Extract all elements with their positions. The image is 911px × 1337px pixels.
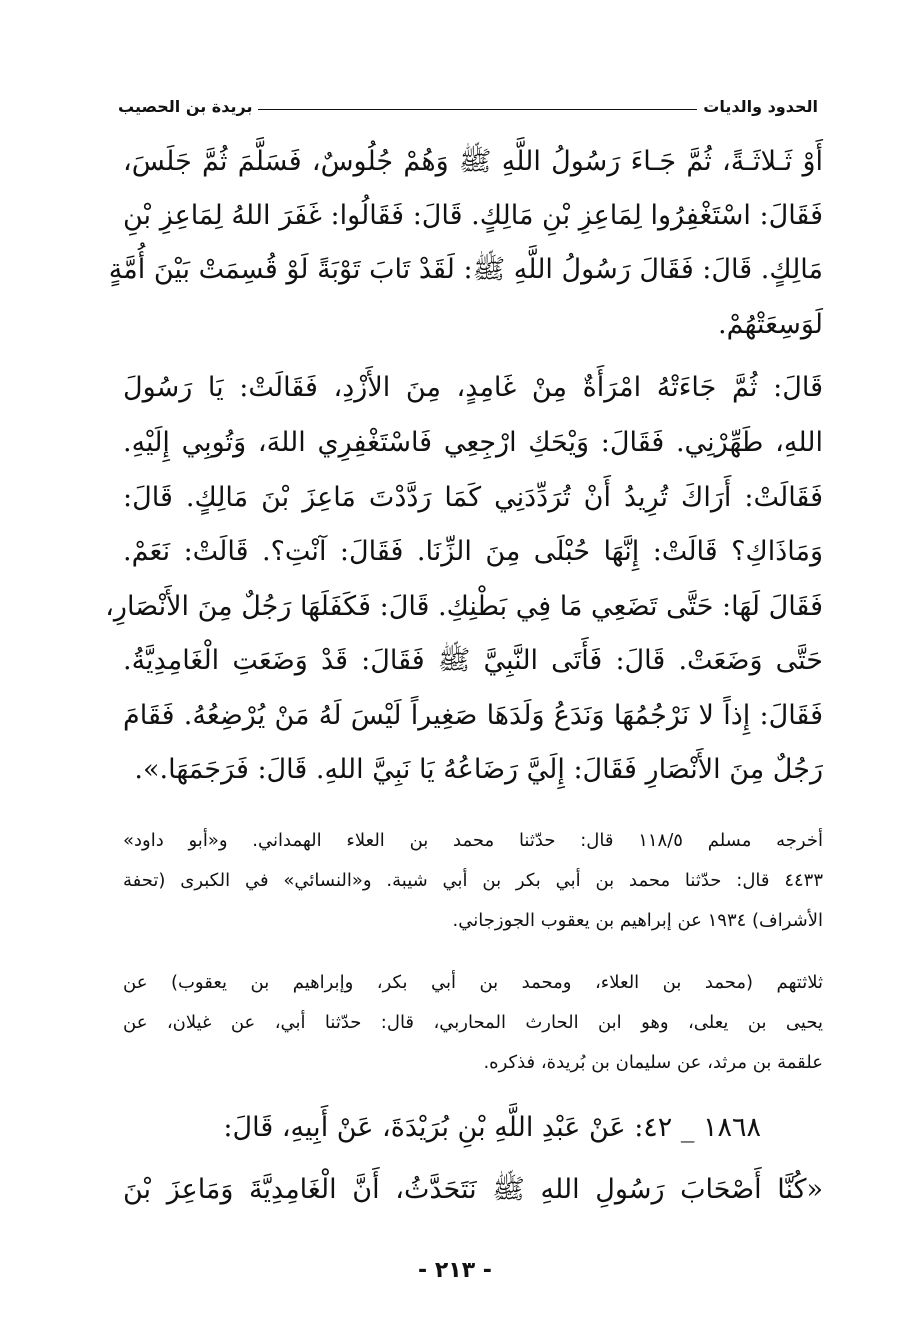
takhrij-line: أخرجه مسلم ١١٨/٥ قال: حدّثنا محمد بن العلاء الهمداني. و«أبو داود»	[123, 830, 823, 851]
hadith-line: اللهِ، طَهِّرْنِي. فَقَالَ: وَيْحَكِ ارْجِعِي فَاسْتَغْفِرِي اللهَ، وَتُوبِي إِلَيْهِ.	[123, 427, 823, 458]
hadith-line: فَقَالَ: اسْتَغْفِرُوا لِمَاعِزِ بْنِ مَالِكٍ. قَالَ: فَقَالُوا: غَفَرَ اللهُ لِمَاعِزِ بْنِ	[123, 200, 823, 231]
hadith-line: وَمَاذَاكِ؟ قَالَتْ: إِنَّهَا حُبْلَى مِنَ الزِّنَا. فَقَالَ: آنْتِ؟. قَالَتْ: نَعَمْ.	[123, 536, 823, 567]
hadith-line: فَقَالَتْ: أَرَاكَ تُرِيدُ أَنْ تُرَدِّدَنِي كَمَا رَدَّدْتَ مَاعِزَ بْنَ مَالِكٍ. قَالَ:	[123, 482, 823, 513]
hadith-line: لَوَسِعَتْهُمْ.	[718, 309, 823, 340]
page-number: - ٢١٣ -	[418, 1258, 492, 1283]
hadith-heading: ١٨٦٨ _ ٤٢: عَنْ عَبْدِ اللَّهِ بْنِ بُرَيْدَةَ، عَنْ أَبِيهِ، قَالَ:	[223, 1112, 761, 1143]
header-rule	[258, 109, 697, 110]
takhrij-line: ٤٤٣٣ قال: حدّثنا محمد بن أبي بكر بن أبي شيبة. و«النسائي» في الكبرى (تحفة	[123, 870, 823, 891]
header-chapter-title: الحدود والديات	[703, 97, 818, 116]
takhrij-line: ثلاثتهم (محمد بن العلاء، ومحمد بن أبي بكر، وإبراهيم بن يعقوب) عن	[123, 972, 823, 993]
hadith-line: أَوْ ثَـلاثَـةً، ثُمَّ جَـاءَ رَسُولُ اللَّهِ ﷺ وَهُمْ جُلُوسٌ، فَسَلَّمَ ثُمَّ جَلَسَ،	[123, 146, 823, 177]
header-narrator-title: بريدة بن الحصيب	[118, 97, 253, 116]
takhrij-line: علقمة بن مرثد، عن سليمان بن بُريدة، فذكره.	[483, 1052, 823, 1073]
hadith-line: حَتَّى وَضَعَتْ. قَالَ: فَأَتَى النَّبِيَّ ﷺ فَقَالَ: قَدْ وَضَعَتِ الْغَامِدِيَّةُ.	[123, 645, 823, 676]
takhrij-line: الأشراف) ١٩٣٤ عن إبراهيم بن يعقوب الجوزجاني.	[452, 910, 823, 931]
hadith-line: فَقَالَ: إِذاً لا نَرْجُمُهَا وَنَدَعُ وَلَدَهَا صَغِيراً لَيْسَ لَهُ مَنْ يُرْضِعُهُ. فَقَامَ	[123, 700, 823, 731]
takhrij-line: يحيى بن يعلى، وهو ابن الحارث المحاربي، قال: حدّثنا أبي، عن غيلان، عن	[123, 1012, 823, 1033]
hadith-line: مَالِكٍ. قَالَ: فَقَالَ رَسُولُ اللَّهِ ﷺ: لَقَدْ تَابَ تَوْبَةً لَوْ قُسِمَتْ بَيْنَ أُمَّةٍ	[108, 254, 823, 285]
hadith-line: قَالَ: ثُمَّ جَاءَتْهُ امْرَأَةٌ مِنْ غَامِدٍ، مِنَ الأَزْدِ، فَقَالَتْ: يَا رَسُولَ	[123, 372, 823, 403]
hadith-line: «كُنَّا أَصْحَابَ رَسُولِ اللهِ ﷺ نَتَحَدَّثُ، أَنَّ الْغَامِدِيَّةَ وَمَاعِزَ بْنَ	[123, 1174, 823, 1205]
hadith-line: رَجُلٌ مِنَ الأَنْصَارِ فَقَالَ: إِلَيَّ رَضَاعُهُ يَا نَبِيَّ اللهِ. قَالَ: فَرَجَمَهَا.».	[134, 754, 823, 785]
hadith-line: فَقَالَ لَهَا: حَتَّى تَضَعِي مَا فِي بَطْنِكِ. قَالَ: فَكَفَلَهَا رَجُلٌ مِنَ الأَنْصَارِ،	[105, 591, 823, 622]
running-header	[118, 92, 818, 116]
